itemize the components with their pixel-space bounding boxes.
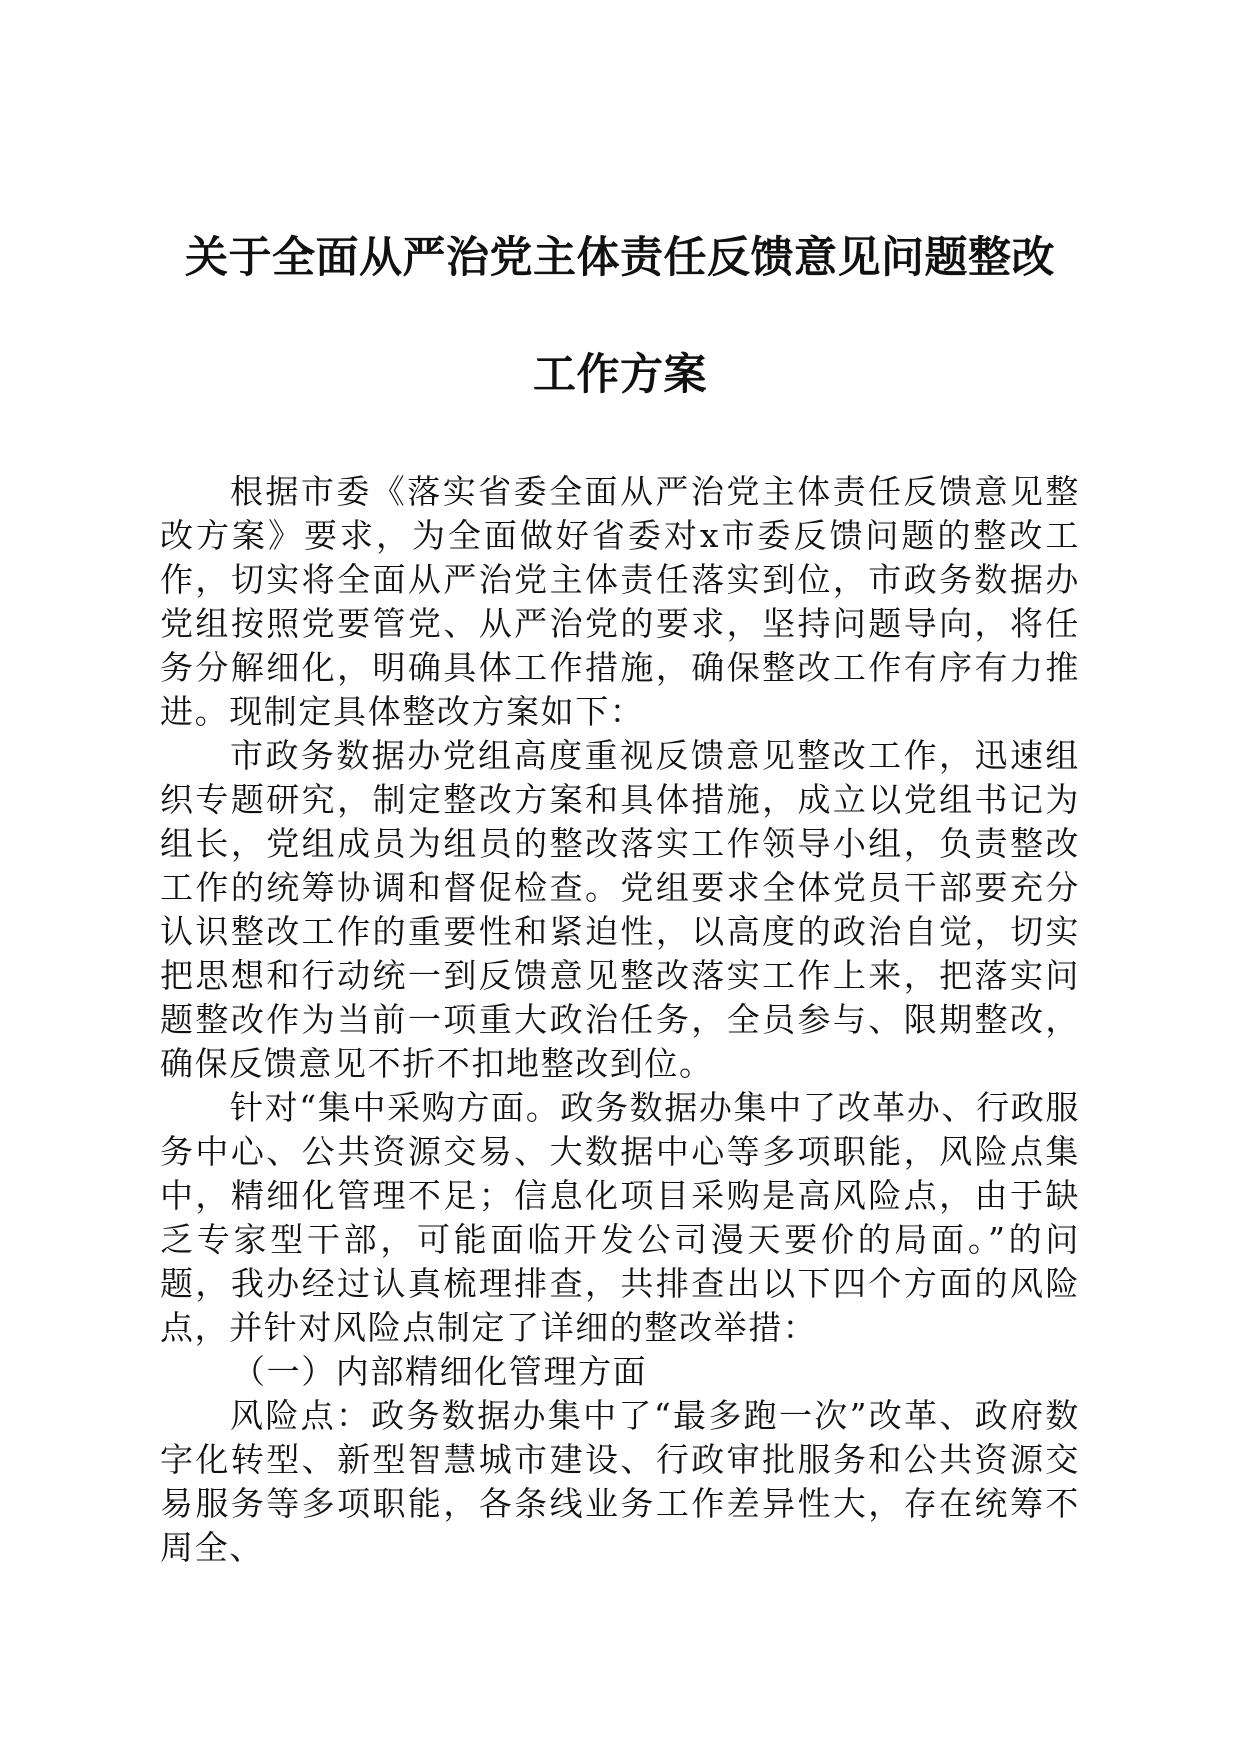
- document-body: [160, 470, 1080, 1570]
- document-title-line-1: 关于全面从严治党主体责任反馈意见问题整改: [185, 233, 1055, 283]
- section-heading: （一）内部精细化管理方面: [232, 1352, 648, 1391]
- paragraph-leadership: 市政务数据办党组高度重视反馈意见整改工作，迅速组织专题研究，制定整改方案和具体措施，成立以党组书记为组长，党组成员为组员的整改落实工作领导小组，负责整改工作的统筹协调和督促检查。党组要求全体党员干部要充分认识整改工作的重要性和紧迫性，以高度的政治自觉，切实把思想和行动统一到反馈意见整改落实工作上来，把落实问题整改作为当前一项重大政治任务，全员参与、限期整改，确保反馈意见不折不扣地整改到位。: [160, 736, 1080, 1083]
- paragraph-procurement: 针对“集中采购方面。政务数据办集中了改革办、行政服务中心、公共资源交易、大数据中心等多项职能，风险点集中，精细化管理不足；信息化项目采购是高风险点，由于缺乏专家型干部，可能面临开发公司漫天要价的局面。”的问题，我办经过认真梳理排查，共排查出以下四个方面的风险点，并针对风险点制定了详细的整改举措：: [160, 1088, 1080, 1347]
- paragraph-intro: 根据市委《落实省委全面从严治党主体责任反馈意见整改方案》要求，为全面做好省委对x市委反馈问题的整改工作，切实将全面从严治党主体责任落实到位，市政务数据办党组按照党要管党、从严治党的要求，坚持问题导向，将任务分解细化，明确具体工作措施，确保整改工作有序有力推进。现制定具体整改方案如下：: [160, 472, 1080, 731]
- document-title-line-2: 工作方案: [533, 350, 707, 400]
- paragraph-risk-point: 风险点：政务数据办集中了“最多跑一次”改革、政府数字化转型、新型智慧城市建设、行政审批服务和公共资源交易服务等多项职能，各条线业务工作差异性大，存在统筹不周全、: [160, 1396, 1080, 1567]
